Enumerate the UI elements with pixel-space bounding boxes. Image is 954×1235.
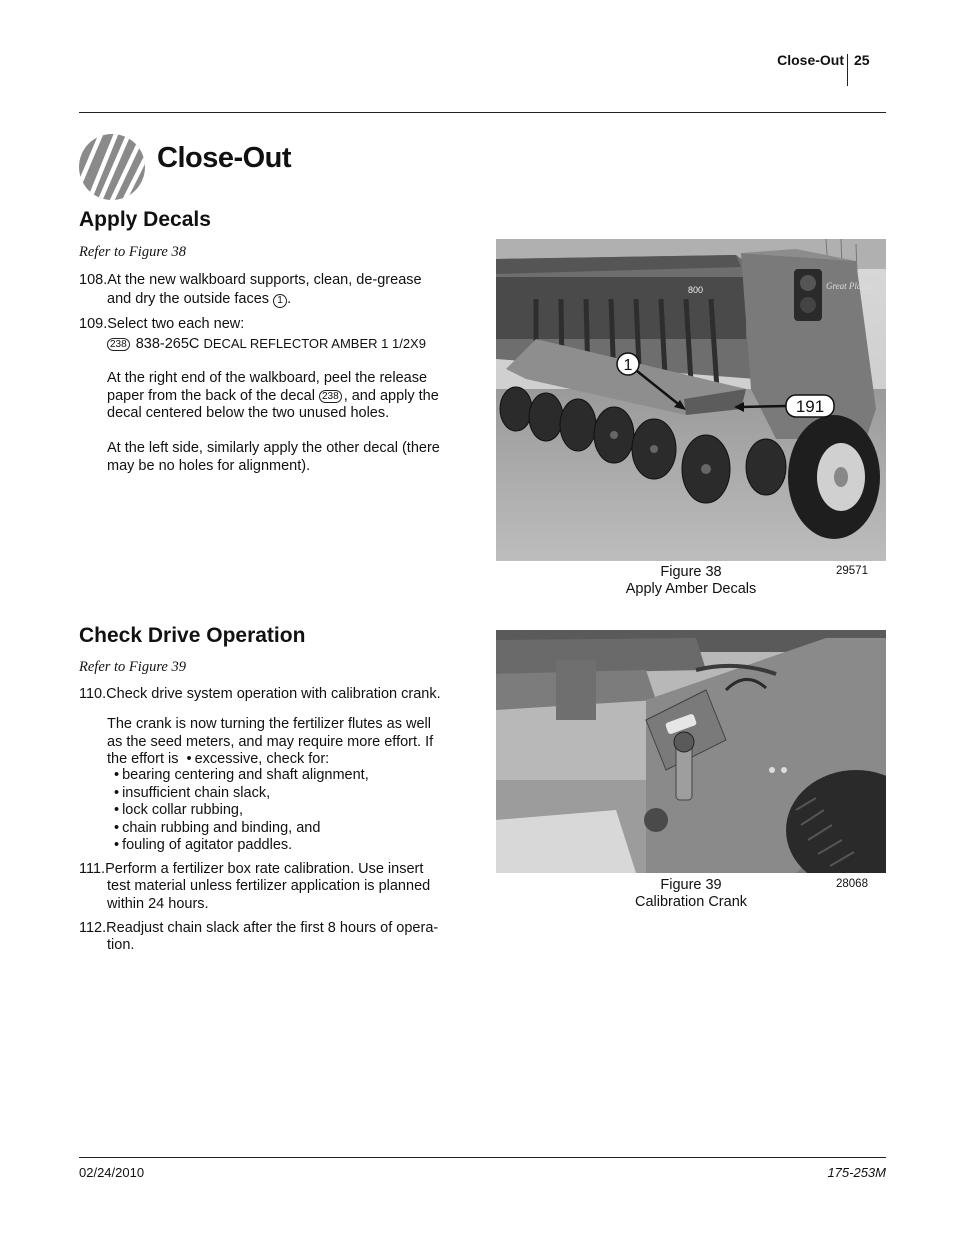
part-reference-badge: 238 <box>319 390 342 403</box>
page-title: Close-Out <box>157 142 292 174</box>
list-item: • chain rubbing and binding, and <box>114 820 369 838</box>
list-item: • bearing centering and shaft alignment, <box>114 767 369 785</box>
instruction-paragraph-1 <box>107 370 439 423</box>
figure-39-photo <box>496 630 886 873</box>
part-line <box>107 335 426 354</box>
header-divider <box>847 54 848 86</box>
top-rule <box>79 112 886 113</box>
paragraph-text: the effort is <box>107 751 179 767</box>
figure-reference: Refer to Figure 38 <box>79 244 186 260</box>
step-text: Check drive system operation with calibration crank. <box>106 686 441 702</box>
part-description: DECAL REFLECTOR AMBER 1 1/2X9 <box>203 336 426 351</box>
footer-document-number: 175-253M <box>827 1165 886 1180</box>
paragraph-line <box>107 751 433 769</box>
step-number: 111. <box>79 861 106 877</box>
step-text: At the new walkboard supports, clean, de-grease <box>107 272 422 288</box>
callout-191: 191 <box>795 397 825 416</box>
machine-brand-label: Great Plains <box>826 281 872 291</box>
step-110 <box>79 686 441 704</box>
paragraph-line: may be no holes for alignment). <box>107 457 311 474</box>
figure-title: Apply Amber Decals <box>625 581 757 597</box>
list-item: • lock collar rubbing, <box>114 802 369 820</box>
page-number: 25 <box>854 52 870 68</box>
step-111 <box>79 861 423 879</box>
paragraph-text: paper from the back of the decal <box>107 387 315 404</box>
figure-title: Calibration Crank <box>634 894 748 910</box>
paragraph-line: decal centered below the two unused holes. <box>107 405 390 421</box>
list-item: • fouling of agitator paddles. <box>114 837 369 855</box>
running-header-section: Close-Out <box>777 52 844 68</box>
figure-number: Figure 39 <box>660 877 722 893</box>
section-heading-apply-decals: Apply Decals <box>79 208 211 231</box>
step-109 <box>79 316 244 334</box>
step-number: 108. <box>79 272 108 288</box>
crank-paragraph <box>107 716 433 769</box>
part-number: 838-265C <box>135 336 200 352</box>
step-number: 109. <box>79 316 108 332</box>
machine-model-label: 800 <box>688 285 704 295</box>
step-text: Perform a fertilizer box rate calibration. Use insert <box>105 861 424 877</box>
footer-date: 02/24/2010 <box>79 1165 145 1180</box>
paragraph-line <box>107 388 439 406</box>
paragraph-line: The crank is now turning the fertilizer flutes as well <box>107 716 431 732</box>
section-heading-check-drive: Check Drive Operation <box>79 624 306 647</box>
figure-number: Figure 38 <box>660 564 722 580</box>
step-108-cont <box>107 291 291 309</box>
figure-39-id: 28068 <box>836 878 868 890</box>
figure-39-caption <box>496 877 886 911</box>
figure-reference: Refer to Figure 39 <box>79 659 186 675</box>
step-text: test material unless fertilizer application is planned <box>107 878 431 894</box>
step-text: and dry the outside faces <box>107 291 270 307</box>
part-reference-badge: 238 <box>107 338 130 351</box>
step-text: within 24 hours. <box>107 895 209 912</box>
step-text: Readjust chain slack after the first 8 hours of opera- <box>106 920 439 936</box>
paragraph-text: excessive, check for: <box>194 751 330 767</box>
paragraph-line: as the seed meters, and may require more effort. If <box>107 733 434 750</box>
step-text: . <box>287 291 292 307</box>
callout-1: 1 <box>623 357 633 374</box>
step-112-cont: tion. <box>107 937 135 953</box>
step-text: Select two each new: <box>107 316 245 332</box>
paragraph-text: , and apply the <box>343 387 439 404</box>
step-108 <box>79 272 422 290</box>
figure-38-photo <box>496 239 886 561</box>
check-list <box>114 767 369 855</box>
great-plains-logo-icon <box>78 133 146 201</box>
step-111-cont <box>107 878 430 913</box>
step-112 <box>79 920 438 938</box>
figure-38-id: 29571 <box>836 565 868 577</box>
step-number: 112. <box>79 920 107 936</box>
figure-38-caption <box>496 564 886 598</box>
instruction-paragraph-2 <box>107 440 440 475</box>
callout-ref-1: 1 <box>273 294 287 308</box>
step-number: 110. <box>79 686 107 702</box>
inline-bullet <box>187 751 195 767</box>
list-item: • insufficient chain slack, <box>114 785 369 803</box>
paragraph-line: At the right end of the walkboard, peel the release <box>107 370 428 386</box>
paragraph-line: At the left side, similarly apply the other decal (there <box>107 440 440 456</box>
bottom-rule <box>79 1157 886 1158</box>
